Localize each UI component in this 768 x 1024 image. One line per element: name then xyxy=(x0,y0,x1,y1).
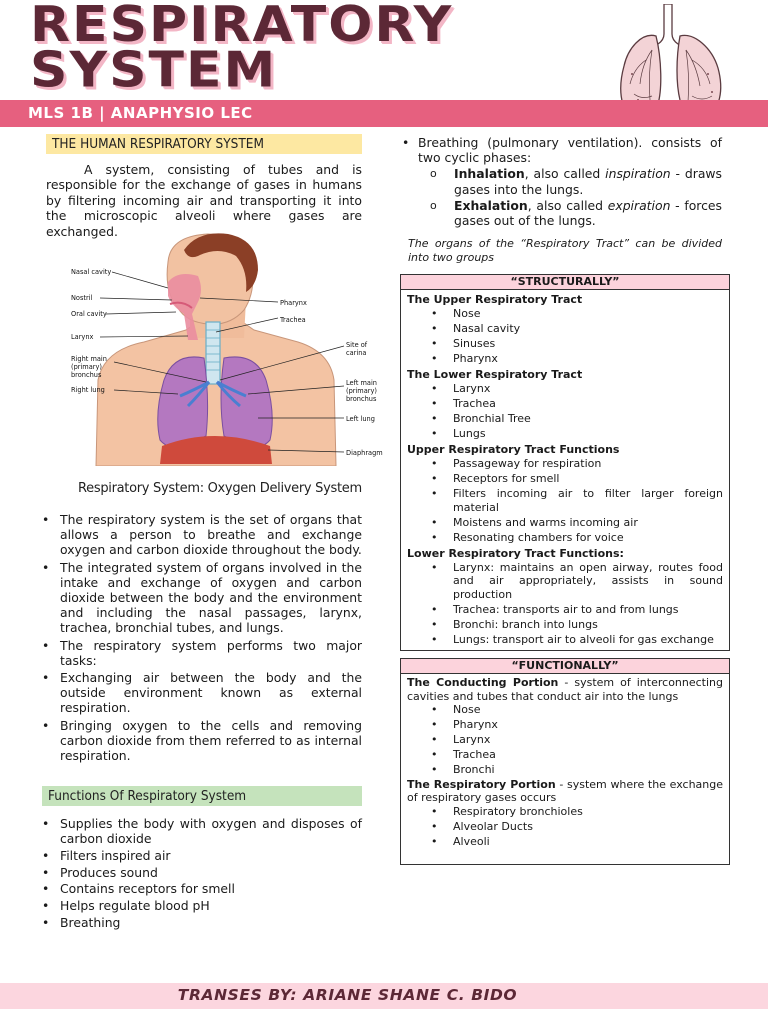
lower-tract-list xyxy=(407,382,723,441)
list-item: • Respiratory bronchioles xyxy=(407,805,723,819)
conducting-portion xyxy=(407,676,723,703)
respiratory-list xyxy=(407,805,723,849)
footer-credit: TRANSES BY: ARIANE SHANE C. BIDO xyxy=(177,986,518,1004)
list-item: • The respiratory system is the set of organs that allows a person to breathe and exchange oxygen and carbon dioxide throughout the body. xyxy=(42,512,362,558)
section-title-functions: Functions Of Respiratory System xyxy=(42,786,362,806)
upper-tract-list xyxy=(407,307,723,366)
upper-functions-title: Upper Respiratory Tract Functions xyxy=(407,442,620,456)
conducting-list xyxy=(407,703,723,777)
list-item: • Sinuses xyxy=(407,337,723,351)
list-item: • Alveolar Ducts xyxy=(407,820,723,834)
intro-paragraph: A system, consisting of tubes and is responsible for the exchange of gases in humans by filtering incoming air and transporting it into the microscopic alveoli where gases are exchanged. xyxy=(46,162,362,239)
upper-tract-title: The Upper Respiratory Tract xyxy=(407,293,583,306)
functionally-box xyxy=(400,658,730,865)
label-right-lung: Right lung xyxy=(71,386,105,394)
tract-groups-note: The organs of the “Respiratory Tract” can be divided into two groups xyxy=(408,237,722,264)
exhalation-alt: expiration xyxy=(607,197,671,213)
list-item: • Trachea xyxy=(407,748,723,762)
conducting-title: The Conducting Portion xyxy=(407,676,559,689)
inhalation-mid: , also called xyxy=(524,166,606,182)
exhalation-mid: , also called xyxy=(527,197,608,213)
list-item: • Pharynx xyxy=(407,352,723,366)
lower-functions-title: Lower Respiratory Tract Functions: xyxy=(407,546,624,560)
list-item: • Trachea xyxy=(407,397,723,411)
label-larynx: Larynx xyxy=(71,333,94,341)
list-item: • Bronchi xyxy=(407,763,723,777)
upper-functions-list xyxy=(407,457,723,545)
list-item: • Resonating chambers for voice xyxy=(407,531,723,545)
respiratory-anatomy-figure xyxy=(68,230,388,466)
label-right-main-bronchus-2: (primary) xyxy=(71,363,102,371)
lower-tract-title: The Lower Respiratory Tract xyxy=(407,367,583,381)
functions-bullet-list xyxy=(42,816,362,931)
list-item: • Passageway for respiration xyxy=(407,457,723,471)
list-item: • Larynx xyxy=(407,382,723,396)
structurally-box xyxy=(400,274,730,651)
list-item: • Pharynx xyxy=(407,718,723,732)
inhalation-term: Inhalation xyxy=(454,166,525,182)
figure-caption: Respiratory System: Oxygen Delivery System xyxy=(78,481,362,496)
label-pharynx: Pharynx xyxy=(280,299,307,307)
label-left-main-bronchus-1: Left main xyxy=(346,379,377,387)
functionally-header: “FUNCTIONALLY” xyxy=(401,659,729,674)
label-right-main-bronchus-3: bronchus xyxy=(71,371,102,379)
lower-functions-list xyxy=(407,561,723,647)
title-line-1: RESPIRATORY xyxy=(30,0,454,54)
exhalation-rest: - forces gases out of the lungs. xyxy=(454,197,722,229)
list-item: • Trachea: transports air to and from lungs xyxy=(407,603,723,617)
course-subtitle: MLS 1B | ANAPHYSIO LEC xyxy=(28,104,253,122)
label-nostril: Nostril xyxy=(71,294,93,302)
list-item: • Lungs xyxy=(407,427,723,441)
list-item: • Bronchial Tree xyxy=(407,412,723,426)
list-item: • Filters inspired air xyxy=(42,848,362,863)
page-title xyxy=(30,0,454,99)
list-item: • The integrated system of organs involved in the intake and exchange of oxygen and carbon dioxide between the body and the environment and including the nasal passages, larynx, trachea, bronchial tubes, and lungs. xyxy=(42,560,362,636)
breathing-block xyxy=(402,135,722,228)
list-item: • The respiratory system performs two major tasks: xyxy=(42,638,362,668)
list-item: • Receptors for smell xyxy=(407,472,723,486)
label-left-lung: Left lung xyxy=(346,415,375,423)
list-item: • Nose xyxy=(407,307,723,321)
list-item: • Larynx: maintains an open airway, routes food and air appropriately, assists in sound production xyxy=(407,561,723,602)
exhalation-item xyxy=(402,198,722,228)
respiratory-portion xyxy=(407,778,723,805)
label-site-of-carina-1: Site of xyxy=(346,341,368,349)
inhalation-alt: inspiration xyxy=(605,166,671,182)
list-item: • Exchanging air between the body and the outside environment known as external respiration. xyxy=(42,670,362,716)
list-item: • Filters incoming air to filter larger foreign material xyxy=(407,487,723,515)
label-trachea: Trachea xyxy=(280,316,306,324)
list-item: • Bringing oxygen to the cells and removing carbon dioxide from them referred to as internal respiration. xyxy=(42,718,362,764)
list-item: • Nasal cavity xyxy=(407,322,723,336)
label-left-main-bronchus-3: bronchus xyxy=(346,395,377,403)
list-item: • Supplies the body with oxygen and disposes of carbon dioxide xyxy=(42,816,362,846)
overview-bullet-list xyxy=(42,512,362,765)
conducting-desc: - system of interconnecting cavities and tubes that conduct air into the lungs xyxy=(407,676,724,703)
section-title-human-respiratory-system: THE HUMAN RESPIRATORY SYSTEM xyxy=(46,134,362,154)
breathing-intro: • Breathing (pulmonary ventilation). consists of two cyclic phases: xyxy=(402,135,722,165)
list-item: • Larynx xyxy=(407,733,723,747)
label-oral-cavity: Oral cavity xyxy=(71,310,107,318)
label-left-main-bronchus-2: (primary) xyxy=(346,387,377,395)
list-item: • Helps regulate blood pH xyxy=(42,898,362,913)
list-item: • Alveoli xyxy=(407,835,723,849)
label-site-of-carina-2: carina xyxy=(346,349,367,357)
title-line-2: SYSTEM xyxy=(30,41,278,99)
inhalation-item xyxy=(402,166,722,196)
respiratory-desc: - system where the exchange of respiratory gases occurs xyxy=(407,777,724,805)
list-item: • Moistens and warms incoming air xyxy=(407,516,723,530)
list-item: • Bronchi: branch into lungs xyxy=(407,618,723,632)
exhalation-term: Exhalation xyxy=(454,197,528,213)
respiratory-title: The Respiratory Portion xyxy=(407,777,556,791)
list-item: • Contains receptors for smell xyxy=(42,881,362,896)
label-right-main-bronchus-1: Right main xyxy=(71,355,107,363)
inhalation-rest: - draws gases into the lungs. xyxy=(454,166,722,197)
list-item: • Nose xyxy=(407,703,723,717)
list-item: • Produces sound xyxy=(42,865,362,880)
label-nasal-cavity: Nasal cavity xyxy=(71,268,112,276)
list-item: • Breathing xyxy=(42,915,362,930)
list-item: • Lungs: transport air to alveoli for gas exchange xyxy=(407,633,723,647)
structurally-header: “STRUCTURALLY” xyxy=(401,275,729,290)
label-diaphragm: Diaphragm xyxy=(346,449,383,457)
